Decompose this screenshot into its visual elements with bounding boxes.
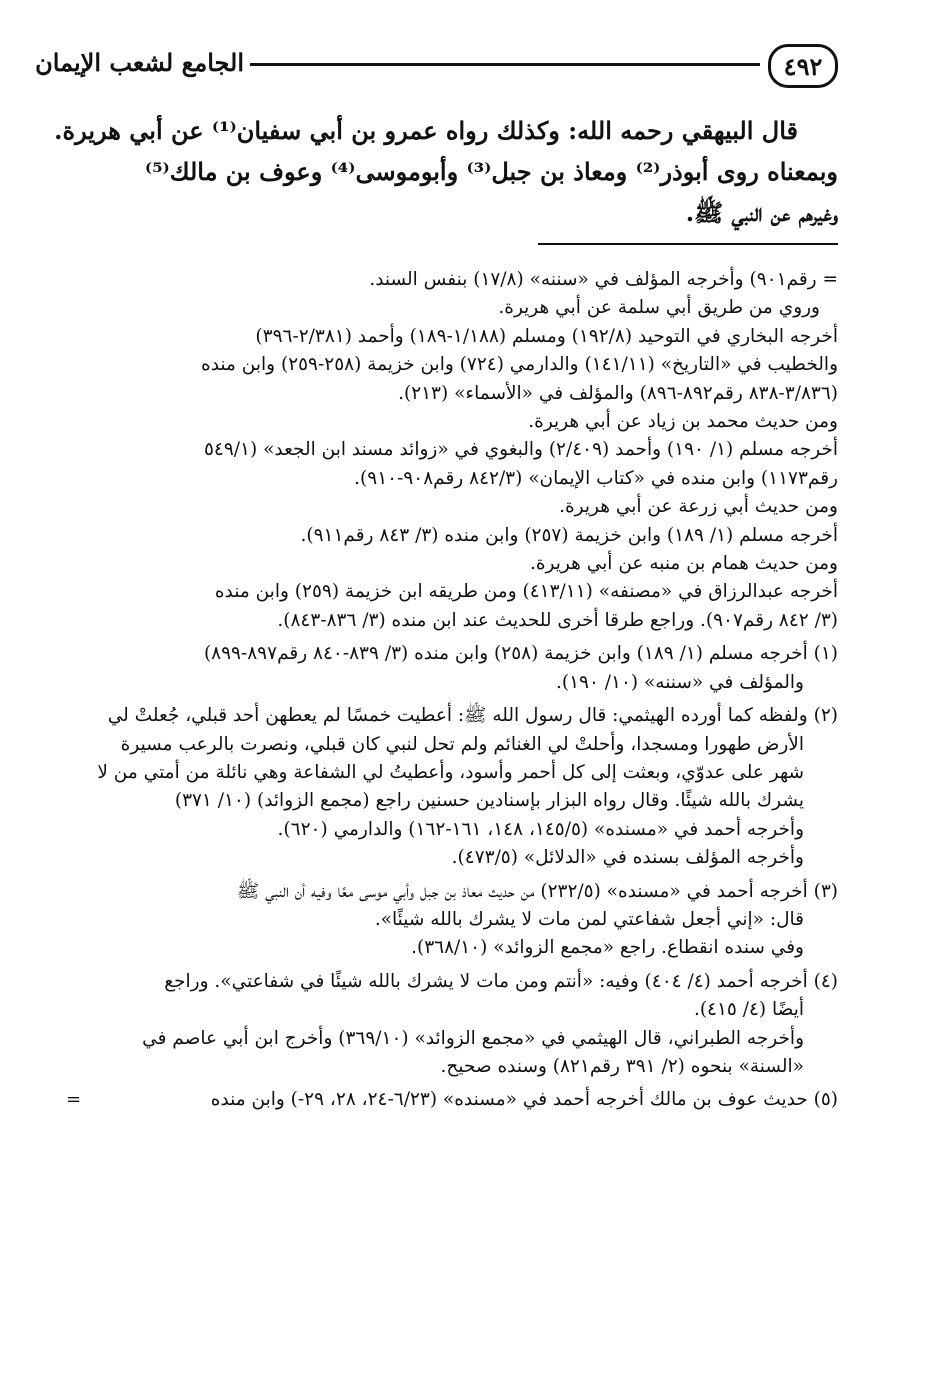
footnote-2 (60, 702, 838, 872)
footnote-line: «السنة» بنحوه (٢/ ٣٩١ رقم٨٢١) وسنده صحيح. (440, 1055, 804, 1077)
main-text (54, 110, 838, 233)
footnote-line: ومن حديث همام بن منبه عن أبي هريرة. (529, 553, 838, 575)
footnote-line: ومن حديث أبي زرعة عن أبي هريرة. (559, 496, 838, 518)
footnote-line: وروي من طريق أبي سلمة عن أبي هريرة. (498, 297, 820, 319)
footnote-5 (60, 1086, 838, 1114)
footnote-line: وأخرجه أحمد في «مسنده» (١٤٥/٥، ١٤٨، ١٦١-١٦٢) والدارمي (٦٢٠). (277, 818, 804, 840)
footnote-line: ومن حديث محمد بن زياد عن أبي هريرة. (528, 411, 838, 433)
footnote-line: يشرك بالله شيئًا. وقال رواه البزار بإسنادين حسنين راجع (مجمع الزوائد) (١٠/ ٣٧١) (174, 790, 804, 812)
footnote-line: أخرجه مسلم (١/ ١٨٩) وابن خزيمة (٢٥٧) وابن منده (٣/ ٨٤٣ رقم٩١١). (300, 524, 838, 546)
main-line: وغيرهم عن النبي ﷺ. (685, 198, 838, 227)
footnote-line: الأرض طهورا ومسجدا، وأُحلتْ لي الغنائم ولم تحل لنبي كان قبلي، ونصرت بالرعب مسيرة (120, 733, 804, 755)
page-header (35, 40, 838, 96)
footnote-line: = رقم٩٠١) وأخرجه المؤلف في «سننه» (١٧/٨) بنفس السند. (369, 269, 838, 290)
footnote-line: رقم١١٧٣) وابن منده في «كتاب الإيمان» (٨٤٢/٣ رقم٩٠٨-٩١٠). (354, 467, 838, 489)
footnote-line: (٣) أخرجه أحمد في «مسنده» (٢٣٢/٥) من حديث معاذ بن جبل وأبي موسى معًا وفيه أن النبي ﷺ (236, 880, 838, 902)
footnote-line: وفي سنده انقطاع. راجع «مجمع الزوائد» (٣٦٨/١٠). (411, 937, 804, 959)
footnote-line: (٥) حديث عوف بن مالك أخرجه أحمد في «مسنده» (٦/٢٣-٢٤، ٢٨، ٢٩-) وابن منده (210, 1089, 838, 1111)
footnote-line: والخطيب في «التاريخ» (١٤١/١١) والدارمي (٧٢٤) وابن خزيمة (٢٥٨-٢٥٩) وابن منده (201, 354, 838, 376)
footnote-line: (٢) ولفظه كما أورده الهيثمي: قال رسول الله ﷺ: أعطيت خمسًا لم يعطهن أحد قبلي، جُعلتْ لي (107, 705, 838, 727)
footnote-3 (60, 878, 838, 963)
footnote-line: (٣/٨٣٦-٨٣٨ رقم٨٩٢-٨٩٦) والمؤلف في «الأسماء» (٢١٣). (398, 382, 838, 404)
footnote-continuation (60, 266, 838, 635)
main-line: قال البيهقي رحمه الله: وكذلك رواه عمرو بن أبي سفيان⁽¹⁾ عن أبي هريرة. (54, 116, 798, 145)
footnote-line: أخرجه مسلم (١/ ١٩٠) وأحمد (٢/٤٠٩) والبغوي في «زوائد مسند ابن الجعد» (٥٤٩/١ (204, 439, 838, 461)
footnote-line: (٤) أخرجه أحمد (٤/ ٤٠٤) وفيه: «أنتم ومن مات لا يشرك بالله شيئًا في شفاعتي». وراجع (164, 970, 838, 992)
footnote-line: (١) أخرجه مسلم (١/ ١٨٩) وابن خزيمة (٢٥٨) وابن منده (٣/ ٨٣٩-٨٤٠ رقم٨٩٧-٨٩٩) (203, 643, 838, 665)
continuation-marker: = (66, 1089, 82, 1111)
footnote-line: وأخرجه المؤلف بسنده في «الدلائل» (٤٧٣/٥). (451, 847, 804, 869)
book-title: الجامع لشعب الإيمان (35, 48, 244, 77)
main-line: وبمعناه روى أبوذر⁽²⁾ ومعاذ بن جبل⁽³⁾ وأبوموسى⁽⁴⁾ وعوف بن مالك⁽⁵⁾ (144, 157, 838, 186)
footnote-4 (60, 968, 838, 1082)
page-number: ٤٩٢ (768, 44, 838, 88)
footnote-line: (٣/ ٨٤٢ رقم٩٠٧). وراجع طرقا أخرى للحديث عند ابن منده (٣/ ٨٣٦-٨٤٣). (277, 609, 838, 631)
footnote-line: أخرجه البخاري في التوحيد (١٩٢/٨) ومسلم (١/١٨٨-١٨٩) وأحمد (٢/٣٨١-٣٩٦) (255, 325, 838, 347)
footnote-line: أخرجه عبدالرزاق في «مصنفه» (٤١٣/١١) ومن طريقه ابن خزيمة (٢٥٩) وابن منده (214, 581, 838, 603)
footnote-line: وأخرجه الطبراني، قال الهيثمي في «مجمع الزوائد» (٣٦٩/١٠) وأخرج ابن أبي عاصم في (142, 1027, 804, 1049)
footnotes (60, 266, 838, 1115)
footnote-separator (538, 243, 838, 245)
footnote-line: شهر على عدوّي، وبعثت إلى كل أحمر وأسود، وأُعطيتُ لي الشفاعة وهي نائلة من أمتي من لا (97, 761, 804, 783)
footnote-line: قال: «إني أجعل شفاعتي لمن مات لا يشرك بالله شيئًا». (374, 908, 804, 930)
footnote-1 (60, 640, 838, 697)
footnote-line: والمؤلف في «سننه» (١٠/ ١٩٠). (555, 671, 804, 693)
header-rule (250, 63, 760, 66)
footnote-line: أيضًا (٤/ ٤١٥). (693, 999, 804, 1021)
